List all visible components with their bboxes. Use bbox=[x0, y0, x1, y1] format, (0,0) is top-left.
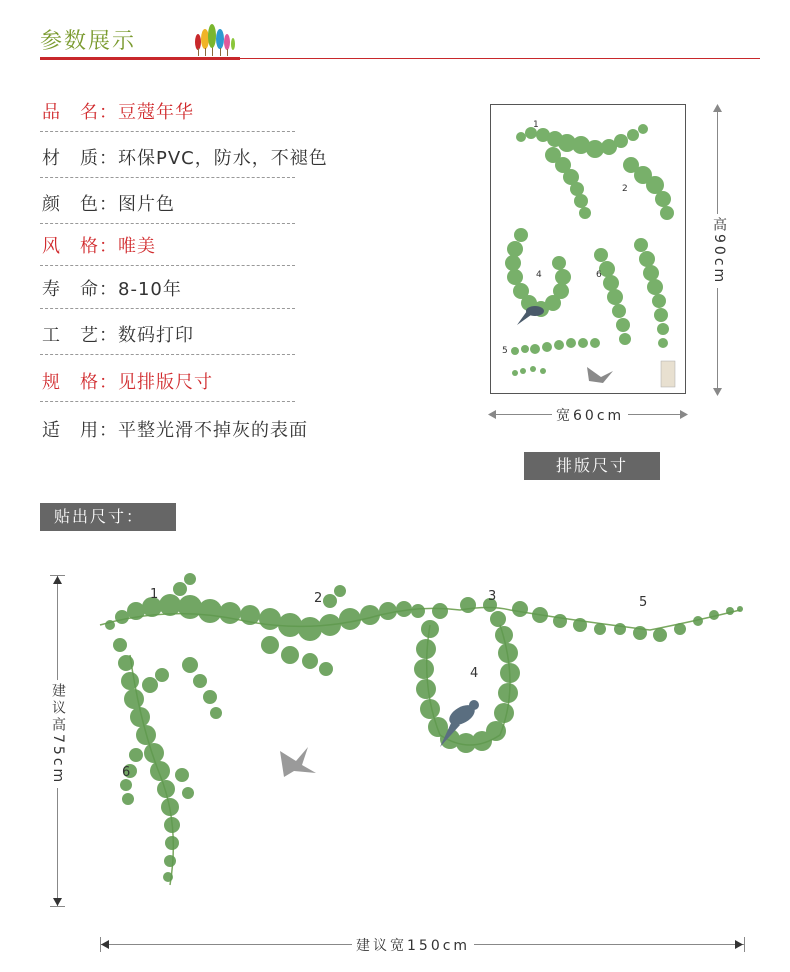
arrow-up-icon bbox=[713, 104, 722, 112]
wall-decal-illustration bbox=[90, 565, 750, 905]
preview-height-label: 高90cm bbox=[709, 214, 729, 288]
sheet-number-4: 4 bbox=[536, 270, 542, 280]
wall-number-6: 6 bbox=[122, 765, 131, 780]
wall-number-3: 3 bbox=[488, 589, 497, 604]
wall-number-1: 1 bbox=[150, 587, 159, 602]
sheet-number-1: 1 bbox=[533, 120, 539, 130]
vine-sheet-image bbox=[491, 105, 685, 393]
spec-name: 品 名：豆蔻年华 bbox=[40, 86, 295, 132]
wall-number-2: 2 bbox=[314, 591, 323, 606]
wall-width-cap-right bbox=[744, 937, 745, 952]
spec-material: 材 质：环保PVC，防水，不褪色 bbox=[40, 132, 295, 178]
sheet-number-6: 6 bbox=[596, 270, 602, 280]
spec-craft: 工 艺：数码打印 bbox=[40, 309, 295, 355]
preview-width-label: 宽60cm bbox=[552, 405, 628, 425]
spec-size: 规 格：见排版尺寸 bbox=[40, 356, 295, 402]
spec-lifespan: 寿 命：8-10年 bbox=[40, 263, 295, 309]
arrow-left-icon bbox=[488, 410, 496, 419]
wall-width-label: 建议宽150cm bbox=[352, 935, 474, 955]
pasted-size-button[interactable]: 贴出尺寸： bbox=[40, 503, 176, 531]
wall-number-5: 5 bbox=[639, 595, 648, 610]
arrow-right-icon bbox=[735, 940, 743, 949]
flying-bird-icon bbox=[280, 747, 316, 777]
spec-style: 风 格：唯美 bbox=[40, 220, 295, 266]
wall-number-4: 4 bbox=[470, 666, 479, 681]
spec-usage: 适 用：平整光滑不掉灰的表面 bbox=[42, 420, 308, 441]
arrow-right-icon bbox=[680, 410, 688, 419]
layout-size-button[interactable]: 排版尺寸 bbox=[524, 452, 660, 480]
header-divider-accent bbox=[40, 57, 240, 60]
arrow-up-icon bbox=[53, 576, 62, 584]
section-title: 参数展示 bbox=[40, 29, 137, 54]
arrow-down-icon bbox=[713, 388, 722, 396]
arrow-left-icon bbox=[101, 940, 109, 949]
wall-height-label: 建议高75cm bbox=[48, 680, 68, 788]
sheet-number-2: 2 bbox=[622, 184, 628, 194]
spec-color: 颜 色：图片色 bbox=[40, 178, 295, 224]
colorful-trees-icon bbox=[190, 22, 236, 56]
wall-height-cap-bottom bbox=[50, 906, 65, 907]
layout-preview-sheet bbox=[490, 104, 686, 394]
arrow-down-icon bbox=[53, 898, 62, 906]
sheet-number-5: 5 bbox=[502, 346, 508, 356]
